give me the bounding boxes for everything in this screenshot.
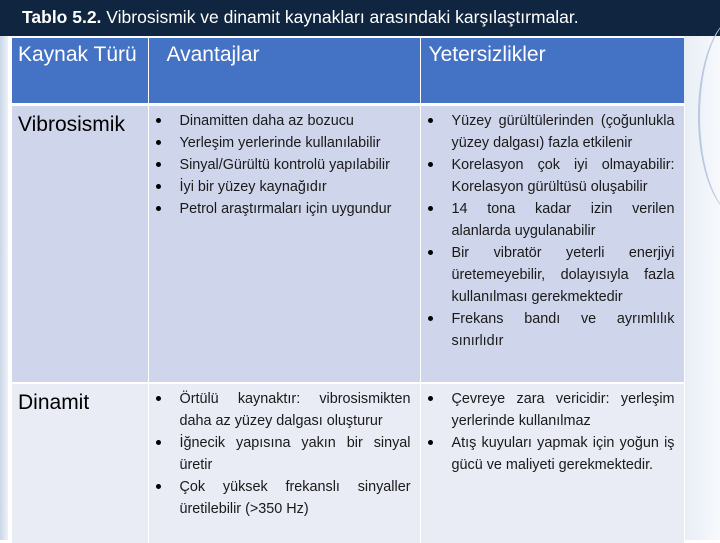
- right-decoration: [684, 36, 720, 540]
- source-type-cell: Vibrosismik: [12, 104, 148, 383]
- list-item: Çevreye zara vericidir: yerleşim yerlerinde kullanılmaz: [422, 388, 675, 432]
- list-item: Petrol araştırmaları için uygundur: [150, 198, 411, 220]
- table-caption: Vibrosismik ve dinamit kaynakları arasındaki karşılaştırmalar.: [106, 7, 579, 27]
- disadvantages-cell: [420, 104, 684, 383]
- list-item: Atış kuyuları yapmak için yoğun iş gücü ve maliyeti gerekmektedir.: [422, 432, 675, 476]
- list-item: Örtülü kaynaktır: vibrosismikten daha az yüzey dalgası oluşturur: [150, 388, 411, 432]
- left-decoration: [0, 36, 8, 540]
- list-item: Korelasyon çok iyi olmayabilir: Korelasyon gürültüsü oluşabilir: [422, 154, 675, 198]
- list-item: Dinamitten daha az bozucu: [150, 110, 411, 132]
- list-item: Sinyal/Gürültü kontrolü yapılabilir: [150, 154, 411, 176]
- table-number: Tablo 5.2.: [22, 7, 102, 27]
- list-item: Bir vibratör yeterli enerjiyi üretemeyebilir, dolayısıyla fazla kullanılması gerekmektedir: [422, 242, 675, 308]
- table-row-vibroseis: [12, 104, 684, 383]
- list-item: İğnecik yapısına yakın bir sinyal üretir: [150, 432, 411, 476]
- advantages-cell: [148, 104, 420, 383]
- source-type-cell: Dinamit: [12, 383, 148, 543]
- list-item: Yüzey gürültülerinden (çoğunlukla yüzey dalgası) fazla etkilenir: [422, 110, 675, 154]
- table-header-row: [12, 38, 684, 104]
- advantages-cell: [148, 383, 420, 543]
- comparison-table: [12, 38, 685, 543]
- list-item: Frekans bandı ve ayrımlılık sınırlıdır: [422, 308, 675, 352]
- list-item: İyi bir yüzey kaynağıdır: [150, 176, 411, 198]
- list-item: 14 tona kadar izin verilen alanlarda uygulanabilir: [422, 198, 675, 242]
- header-disadvantages: Yetersizlikler: [420, 38, 684, 104]
- header-source-type: Kaynak Türü: [12, 38, 148, 104]
- table-row-dynamite: [12, 383, 684, 543]
- slide-title: [0, 0, 720, 36]
- disadvantages-cell: [420, 383, 684, 543]
- list-item: Çok yüksek frekanslı sinyaller üretilebilir (>350 Hz): [150, 476, 411, 520]
- list-item: Yerleşim yerlerinde kullanılabilir: [150, 132, 411, 154]
- header-advantages: Avantajlar: [148, 38, 420, 104]
